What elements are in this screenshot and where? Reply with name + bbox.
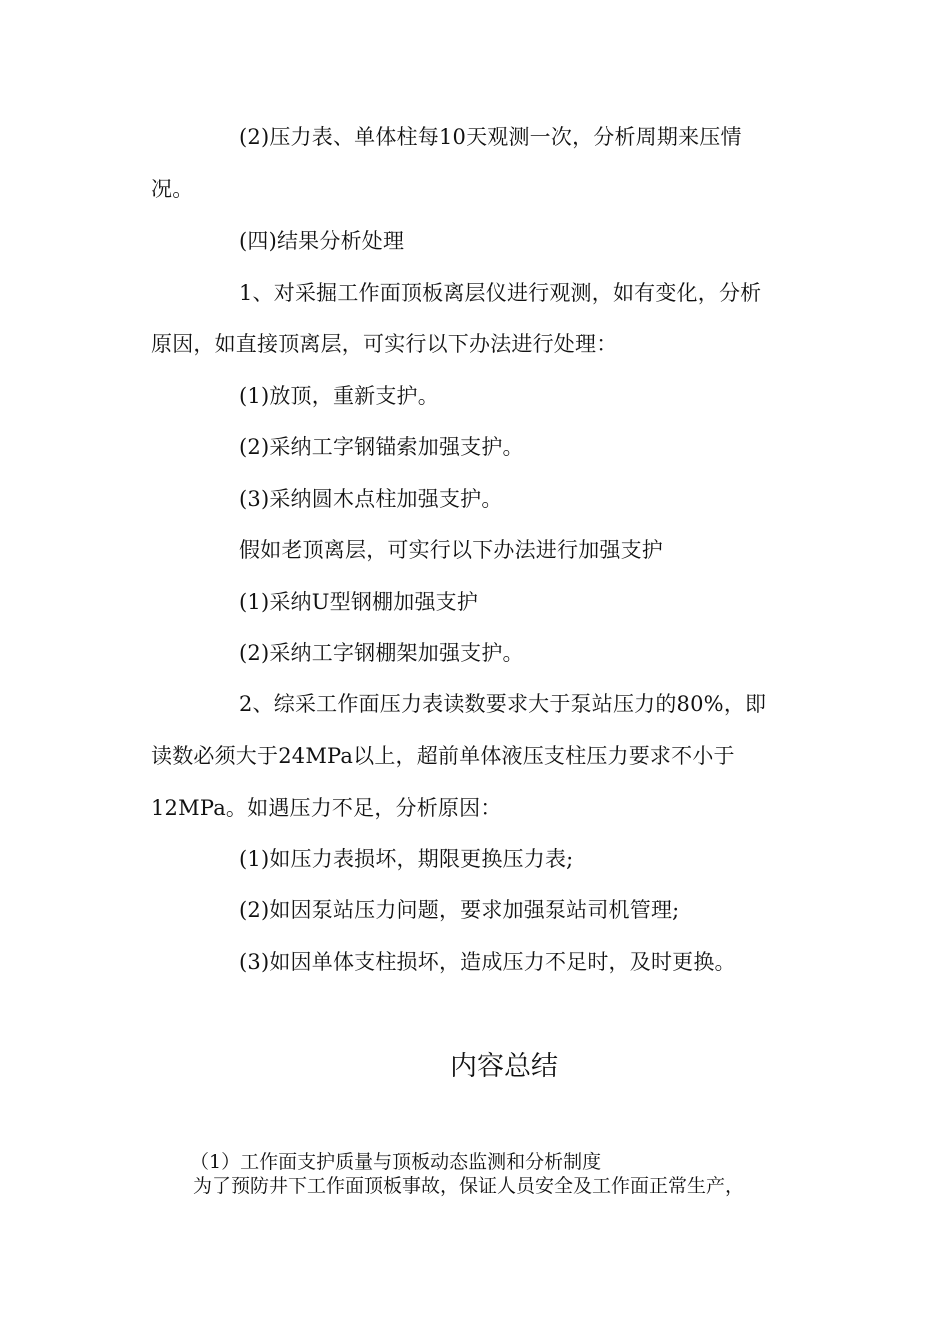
section-heading: (四)结果分析处理 — [239, 229, 405, 253]
list-item: (1)放顶，重新支护。 — [239, 384, 439, 408]
summary-text: 为了预防井下工作面顶板事故，保证人员安全及工作面正常生产， — [193, 1175, 745, 1197]
paragraph-line: 原因，如直接顶离层，可实行以下办法进行处理： — [151, 332, 618, 356]
list-item: (2)采纳工字钢锚索加强支护。 — [239, 435, 524, 459]
summary-title: 内容总结 — [450, 1051, 558, 1082]
paragraph-line: 2、综采工作面压力表读数要求大于泵站压力的80%，即 — [239, 692, 767, 716]
summary-heading: （1）工作面支护质量与顶板动态监测和分析制度 — [190, 1151, 602, 1173]
list-item: (1)如压力表损坏，期限更换压力表; — [239, 847, 574, 871]
list-item: (2)如因泵站压力问题，要求加强泵站司机管理; — [239, 898, 680, 922]
paragraph-line: 12MPa。如遇压力不足，分析原因： — [151, 796, 502, 820]
paragraph-line: 读数必须大于24MPa以上，超前单体液压支柱压力要求不小于 — [151, 744, 735, 768]
list-item: (1)采纳U型钢棚加强支护 — [239, 590, 479, 614]
paragraph-line: 况。 — [151, 177, 194, 201]
paragraph-line: (2)压力表、单体柱每10天观测一次，分析周期来压情 — [239, 125, 742, 149]
paragraph-line: 假如老顶离层，可实行以下办法进行加强支护 — [239, 538, 663, 562]
list-item: (2)采纳工字钢棚架加强支护。 — [239, 641, 524, 665]
paragraph-line: 1、对采掘工作面顶板离层仪进行观测，如有变化，分析 — [239, 281, 762, 305]
list-item: (3)如因单体支柱损坏，造成压力不足时，及时更换。 — [239, 950, 736, 974]
list-item: (3)采纳圆木点柱加强支护。 — [239, 487, 503, 511]
